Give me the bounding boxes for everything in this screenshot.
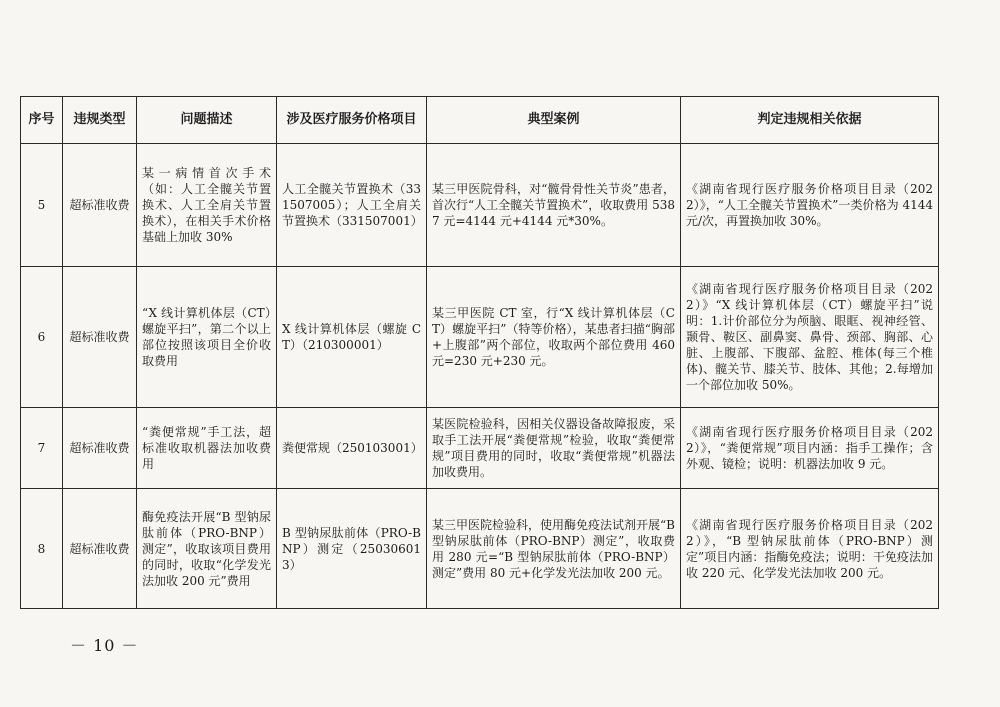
row-typical-case: 某三甲医院 CT 室，行“X 线计算机体层（CT）螺旋平扫”（特等价格），某患者扫描“胸部+上腹部”两个部位，收取两个部位费用 460 元=230 元+230 元。: [427, 267, 681, 408]
row-description: “粪便常规”手工法，超标准收取机器法加收费用: [137, 408, 277, 489]
row-price-item: X 线计算机体层（螺旋 CT）（210300001）: [277, 267, 427, 408]
table-header-row: [21, 97, 939, 144]
row-violation-type: 超标准收费: [63, 144, 137, 267]
row-basis: 《湖南省现行医疗服务价格项目目录（2022）》，“粪便常规”项目内涵：指手工操作；含外观、镜检；说明：机器法加收 9 元。: [681, 408, 939, 489]
row-basis: 《湖南省现行医疗服务价格项目目录（2022）》，“人工全髋关节置换术”一类价格为 4144 元/次，再置换加收 30%。: [681, 144, 939, 267]
header-price-item: 涉及医疗服务价格项目: [277, 97, 427, 144]
header-violation-type: 违规类型: [63, 97, 137, 144]
header-typical-case: 典型案例: [427, 97, 681, 144]
row-violation-type: 超标准收费: [63, 408, 137, 489]
row-typical-case: 某三甲医院检验科，使用酶免疫法试剂开展“B 型钠尿肽前体（PRO-BNP）测定”，收取费用 280 元=“B 型钠尿肽前体（PRO-BNP）测定”费用 80 元+化学发光法加收 200 元。: [427, 489, 681, 609]
header-basis: 判定违规相关依据: [681, 97, 939, 144]
table-row: [21, 144, 939, 267]
row-violation-type: 超标准收费: [63, 267, 137, 408]
row-basis: 《湖南省现行医疗服务价格项目目录（2022）》“X 线计算机体层（CT）螺旋平扫”说明：1.计价部位分为颅脑、眼眶、视神经管、颞骨、鞍区、副鼻窦、鼻骨、颈部、胸部、心脏、上腹部、下腹部、盆腔、椎体(每三个椎体)、髋关节、膝关节、肢体、其他；2.每增加一个部位加收 50%。: [681, 267, 939, 408]
page-number: － 10 －: [70, 636, 139, 655]
row-price-item: B 型钠尿肽前体（PRO-BNP）测定（250306013）: [277, 489, 427, 609]
row-description: “X 线计算机体层（CT）螺旋平扫”，第二个以上部位按照该项目全价收取费用: [137, 267, 277, 408]
row-description: 酶免疫法开展“B 型钠尿肽前体（PRO-BNP）测定”，收取该项目费用的同时，收取“化学发光法加收 200 元”费用: [137, 489, 277, 609]
violations-table: [20, 96, 939, 609]
row-description: 某一病情首次手术（如：人工全髋关节置换术、人工全肩关节置换术），在相关手术价格基础上加收 30%: [137, 144, 277, 267]
row-price-item: 人工全髋关节置换术（331507005）；人工全肩关节置换术（331507001）: [277, 144, 427, 267]
row-typical-case: 某医院检验科，因相关仪器设备故障报废，采取手工法开展“粪便常规”检验，收取“粪便常规”项目费用的同时，收取“粪便常规”机器法加收费用。: [427, 408, 681, 489]
table-row: [21, 489, 939, 609]
row-basis: 《湖南省现行医疗服务价格项目目录（2022）》，“B 型钠尿肽前体（PRO-BNP）测定”项目内涵：指酶免疫法；说明：干免疫法加收 220 元、化学发光法加收 200 元。: [681, 489, 939, 609]
row-price-item: 粪便常规（250103001）: [277, 408, 427, 489]
header-description: 问题描述: [137, 97, 277, 144]
row-seq: 6: [21, 267, 63, 408]
row-seq: 7: [21, 408, 63, 489]
row-violation-type: 超标准收费: [63, 489, 137, 609]
row-typical-case: 某三甲医院骨科，对“髋骨骨性关节炎”患者，首次行“人工全髋关节置换术”，收取费用 5387 元=4144 元+4144 元*30%。: [427, 144, 681, 267]
header-seq: 序号: [21, 97, 63, 144]
table-row: [21, 408, 939, 489]
row-seq: 5: [21, 144, 63, 267]
table-row: [21, 267, 939, 408]
row-seq: 8: [21, 489, 63, 609]
